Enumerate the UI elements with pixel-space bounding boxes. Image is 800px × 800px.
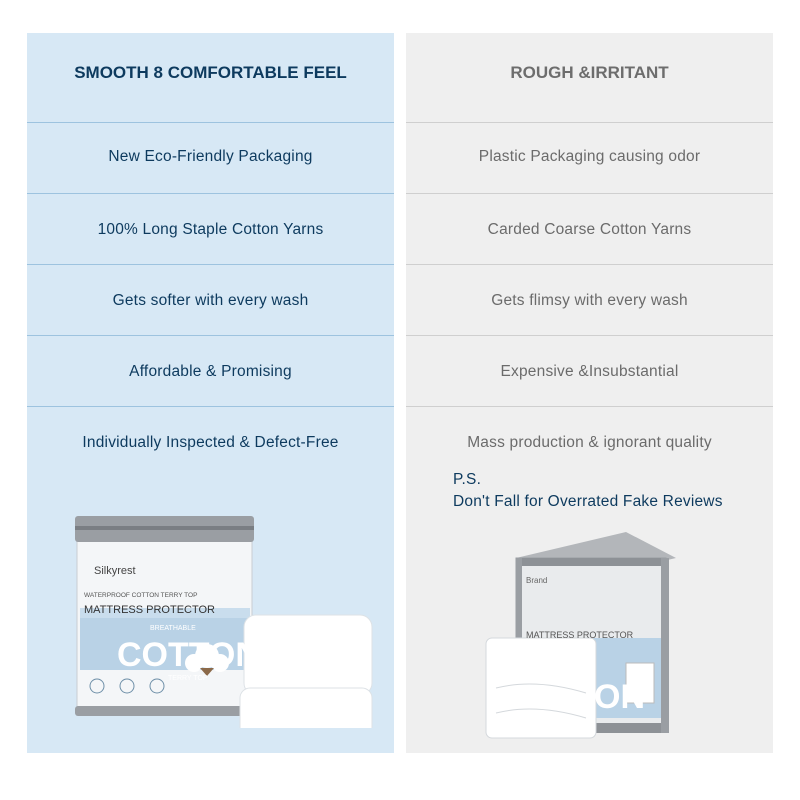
left-row-1: New Eco-Friendly Packaging (108, 148, 313, 165)
product-line1: WATERPROOF COTTON TERRY TOP (84, 592, 198, 599)
ps-label: P.S. (453, 471, 482, 488)
left-row-2: 100% Long Staple Cotton Yarns (97, 221, 324, 238)
divider (27, 122, 394, 123)
competitor-big-text: ON (594, 678, 645, 716)
divider (406, 335, 773, 336)
right-row-5: Mass production & ignorant quality (467, 434, 712, 451)
ps-text: Don't Fall for Overrated Fake Reviews (453, 493, 723, 510)
ps-note (453, 469, 723, 513)
right-column (406, 33, 773, 753)
divider (27, 264, 394, 265)
product-line2: MATTRESS PROTECTOR (84, 604, 215, 616)
brand-text: Silkyrest (94, 565, 136, 577)
right-row-4: Expensive &Insubstantial (500, 363, 679, 380)
badge-text: BREATHABLE (150, 625, 196, 632)
divider (406, 193, 773, 194)
divider (406, 122, 773, 123)
cotton-text: COTTON (117, 636, 260, 674)
competitor-product-image (476, 528, 756, 748)
competitor-brand: Brand (526, 576, 548, 585)
left-column (27, 33, 394, 753)
divider (27, 406, 394, 407)
left-row-4: Affordable & Promising (129, 363, 292, 380)
divider (406, 264, 773, 265)
competitor-line2: MATTRESS PROTECTOR (526, 630, 634, 640)
divider (27, 193, 394, 194)
sub-text: TERRY TOP (168, 675, 208, 682)
right-row-3: Gets flimsy with every wash (491, 292, 688, 309)
divider (27, 335, 394, 336)
premium-product-image (72, 508, 382, 728)
left-row-3: Gets softer with every wash (112, 292, 309, 309)
right-header: ROUGH &IRRITANT (510, 63, 669, 82)
divider (406, 406, 773, 407)
right-row-1: Plastic Packaging causing odor (478, 148, 701, 165)
left-header: SMOOTH 8 COMFORTABLE FEEL (74, 63, 347, 82)
left-row-5: Individually Inspected & Defect-Free (82, 434, 339, 451)
right-row-2: Carded Coarse Cotton Yarns (487, 221, 692, 238)
